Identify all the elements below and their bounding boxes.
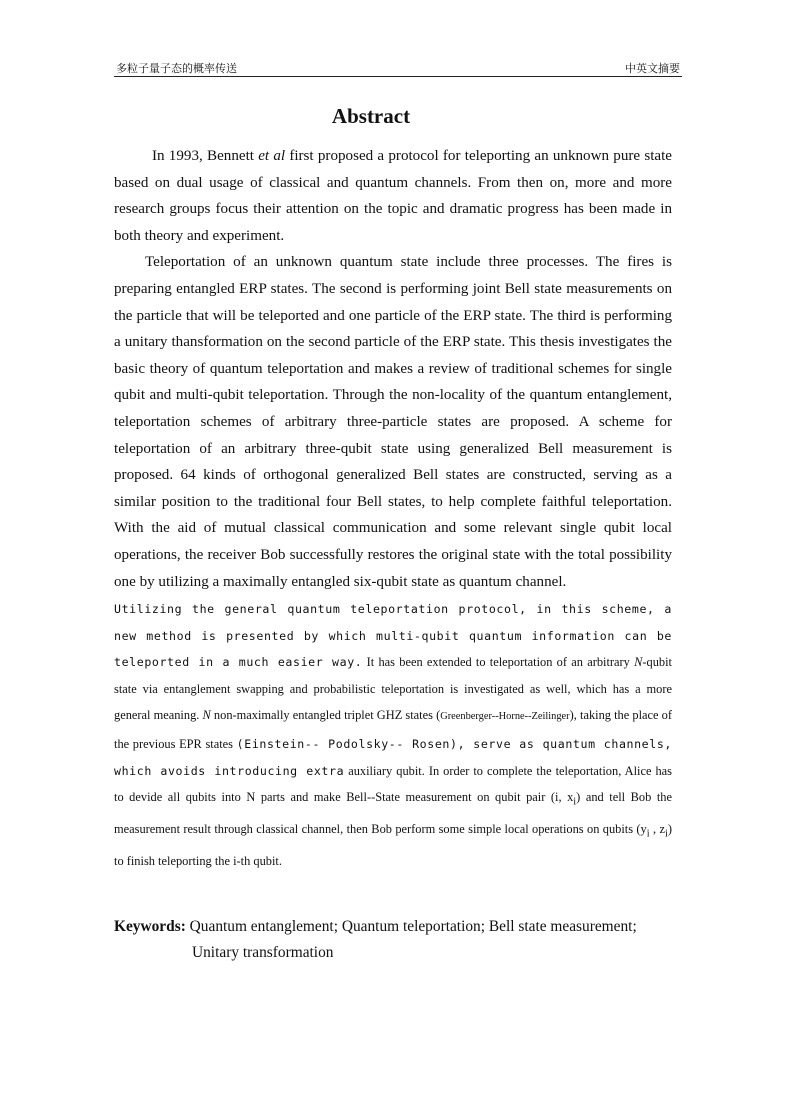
header-section-name: 中英文摘要 (625, 63, 680, 75)
abstract-title: Abstract (331, 104, 411, 128)
p2-text-g: ) and tell Bob the measurement result through classical channel, then Bob perform some simple local operations on qubits (y (114, 790, 672, 837)
p2-mono-epr: (Einstein-- Podolsky-- Rosen), serve as quantum channels, which avoids introducing extra (114, 736, 672, 778)
p2-text-h: , z (649, 822, 665, 837)
keywords-label: Keywords: (114, 918, 186, 935)
p2-text-i: ) to finish teleporting the i-th qubit. (114, 822, 672, 869)
keywords-line-1 (114, 914, 684, 940)
abstract-body (114, 143, 672, 595)
keywords-list-1: Quantum entanglement; Quantum teleportation; Bell state measurement; (185, 918, 637, 935)
p2-italic-n2: N (202, 708, 211, 723)
p2-mono-text: Utilizing the general quantum teleportation protocol, in this scheme, a new method is presented by which multi-qubit quantum information can be teleported in a much easier way. (114, 602, 672, 670)
p2-text-b: It has been extended to teleportation of an arbitrary (362, 655, 635, 670)
keywords-block (114, 914, 684, 966)
abstract-paragraph-2-cont (114, 596, 672, 875)
abstract-body-small (114, 596, 672, 875)
p2-text-d: non-maximally entangled triplet GHZ states ( (210, 708, 441, 723)
p2-text-f: auxiliary qubit. In order to complete the teleportation, Alice has to devide all qubits into N parts and make Bell--State measurement on qubit pair (i, x (114, 763, 672, 805)
p1-text-b: first proposed a protocol for teleporting an unknown pure state based on dual usage of classical and quantum channels. From then on, more and more research groups focus their attention on the topic and dramatic progress has been made in both theory and experiment. (114, 148, 672, 244)
p2-text-e: ), taking the place of the previous EPR states (114, 708, 672, 751)
abstract-paragraph-1 (114, 143, 672, 249)
p2-ghz-expansion: Greenberger--Horne--Zeilinger (440, 711, 570, 723)
p1-text-a: In 1993, Bennett (152, 148, 259, 164)
p1-italic: et al (258, 148, 286, 164)
abstract-paragraph-2 (114, 249, 672, 595)
p2-sub-1: i (573, 796, 577, 808)
keywords-line-2: Unitary transformation (192, 944, 334, 961)
p2-text-a: Teleportation of an unknown quantum state include three processes. The fires is preparing entangled ERP states. The second is performing joint Bell state measurements on the particle that will be teleported and one particle of the ERP state. The third is performing a unitary thansformation on the second particle of the ERP state. This thesis investigates the basic theory of quantum teleportation and makes a review of traditional schemes for single qubit and multi-qubit teleportation. Through the non-locality of the quantum entanglement, teleportation schemes of arbitrary three-particle states are proposed. A scheme for teleportation of an arbitrary three-qubit state using generalized Bell measurement is proposed. 64 kinds of orthogonal generalized Bell states are constructed, serving as a similar position to the traditional four Bell states, to help complete faithful teleportation. With the aid of mutual classical communication and some relevant single qubit local operations, the receiver Bob successfully restores the original state with the total possibility one by utilizing a maximally entangled six-qubit state as quantum channel. (114, 254, 672, 590)
running-header (114, 58, 682, 77)
p2-italic-n: N (634, 655, 643, 670)
p2-text-c: -qubit state via entanglement swapping and probabilistic teleportation is investigated as well, which has a more general meaning. (114, 655, 673, 723)
header-thesis-title: 多粒子量子态的概率传送 (116, 63, 237, 75)
p2-sub-3: i (664, 828, 668, 840)
p2-sub-2: i (646, 828, 650, 840)
